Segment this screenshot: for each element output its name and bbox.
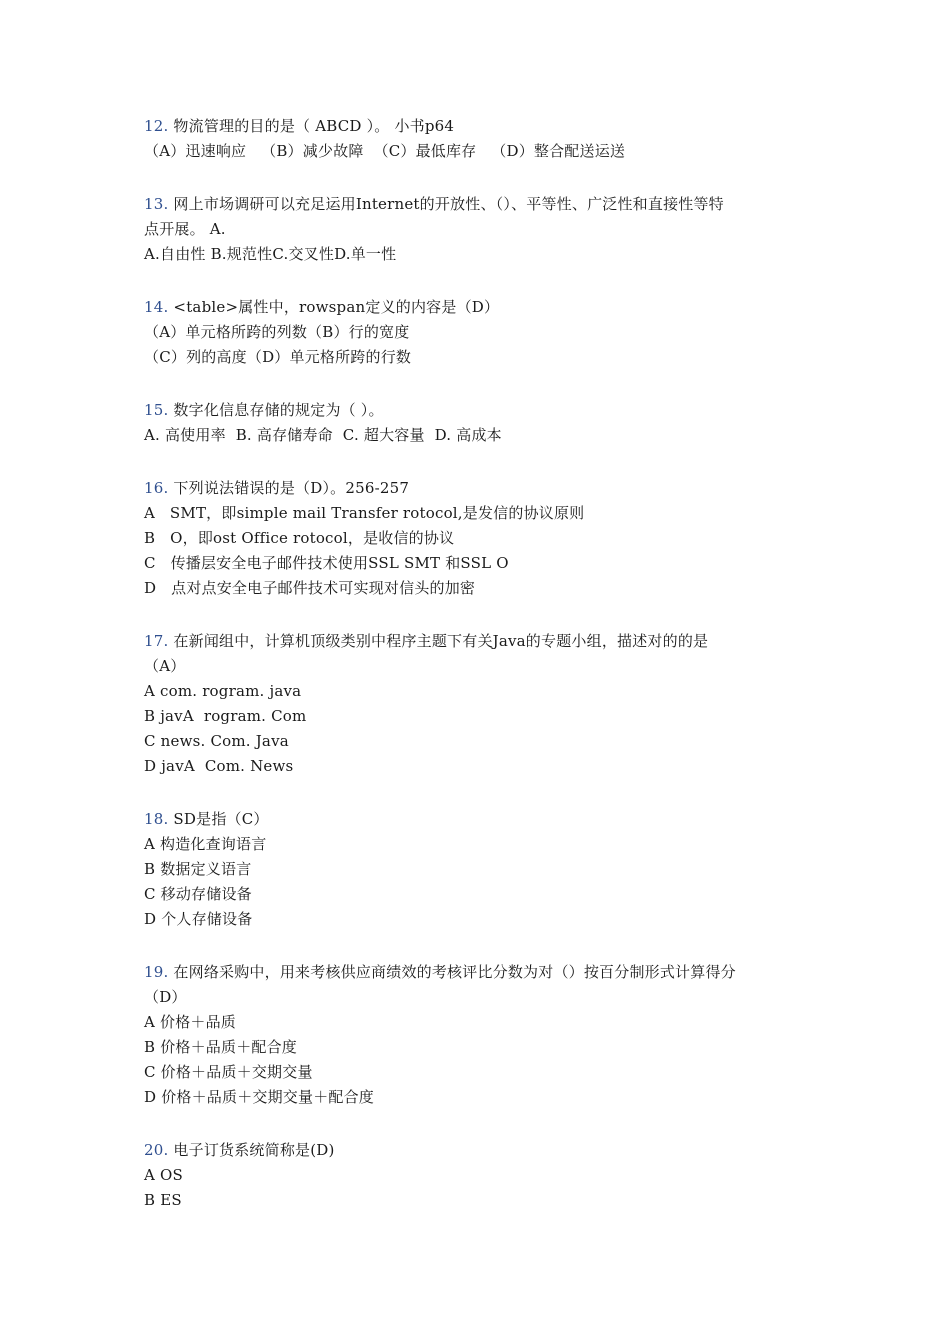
answer-options: （A）迅速响应 （B）减少故障 （C）最低库存 （D）整合配送运送 xyxy=(144,142,626,160)
answer-option: C 传播层安全电子邮件技术使用SSL SMT 和SSL O xyxy=(144,554,509,572)
question-number: 15. xyxy=(144,401,169,419)
question-12 xyxy=(144,114,824,164)
question-text: <table>属性中，rowspan定义的内容是（D） xyxy=(168,298,500,316)
question-text: 网上市场调研可以充足运用Internet的开放性、（）、平等性、广泛性和直接性等特 xyxy=(168,195,724,213)
question-number: 13. xyxy=(144,195,169,213)
question-answer: （A） xyxy=(144,657,186,675)
answer-option: D 个人存储设备 xyxy=(144,910,253,928)
answer-option: D 点对点安全电子邮件技术可实现对信头的加密 xyxy=(144,579,476,597)
question-stem xyxy=(144,114,824,139)
answer-options: A. 高使用率 B. 高存储寿命 C. 超大容量 D. 高成本 xyxy=(144,426,502,444)
question-number: 14. xyxy=(144,298,169,316)
question-stem xyxy=(144,398,824,423)
question-text: 下列说法错误的是（D）。256-257 xyxy=(168,479,410,497)
answer-option: C news. Com. Java xyxy=(144,732,289,750)
answer-options: A.自由性 B.规范性C.交叉性D.单一性 xyxy=(144,245,397,263)
question-15 xyxy=(144,398,824,448)
question-text-continued: 点开展。 A. xyxy=(144,220,226,238)
answer-option: A OS xyxy=(144,1166,183,1184)
answer-option: A 构造化查询语言 xyxy=(144,835,267,853)
answer-option: C 价格＋品质＋交期交量 xyxy=(144,1063,313,1081)
question-number: 17. xyxy=(144,632,169,650)
question-stem xyxy=(144,1138,824,1163)
question-text: SD是指（C） xyxy=(168,810,269,828)
answer-option: B O，即ost Office rotocol，是收信的协议 xyxy=(144,529,455,547)
question-number: 20. xyxy=(144,1141,169,1159)
document-page xyxy=(144,114,824,1241)
question-text: 数字化信息存储的规定为（ ）。 xyxy=(168,401,384,419)
question-13 xyxy=(144,192,824,267)
question-answer: （D） xyxy=(144,988,187,1006)
answer-option: D javA Com. News xyxy=(144,757,294,775)
question-number: 18. xyxy=(144,810,169,828)
answer-option: B ES xyxy=(144,1191,182,1209)
question-17 xyxy=(144,629,824,779)
question-stem xyxy=(144,295,824,320)
question-stem xyxy=(144,192,824,217)
question-stem xyxy=(144,807,824,832)
answer-option: B 数据定义语言 xyxy=(144,860,252,878)
question-number: 19. xyxy=(144,963,169,981)
answer-option: A com. rogram. java xyxy=(144,682,302,700)
answer-option: C 移动存储设备 xyxy=(144,885,252,903)
question-number: 12. xyxy=(144,117,169,135)
answer-options: （A）单元格所跨的列数（B）行的宽度 xyxy=(144,323,410,341)
question-20 xyxy=(144,1138,824,1213)
answer-option: A 价格＋品质 xyxy=(144,1013,237,1031)
question-text: 在网络采购中，用来考核供应商绩效的考核评比分数为对（）按百分制形式计算得分 xyxy=(168,963,736,981)
question-text: 在新闻组中，计算机顶级类别中程序主题下有关Java的专题小组，描述对的的是 xyxy=(168,632,709,650)
question-16 xyxy=(144,476,824,601)
answer-option: B javA rogram. Com xyxy=(144,707,307,725)
question-number: 16. xyxy=(144,479,169,497)
question-14 xyxy=(144,295,824,370)
answer-options: （C）列的高度（D）单元格所跨的行数 xyxy=(144,348,412,366)
question-stem xyxy=(144,629,824,654)
answer-option: A SMT，即simple mail Transfer rotocol,是发信的协议原则 xyxy=(144,504,585,522)
question-stem xyxy=(144,476,824,501)
question-text: 物流管理的目的是（ ABCD ）。 小书p64 xyxy=(168,117,455,135)
answer-option: D 价格＋品质＋交期交量＋配合度 xyxy=(144,1088,374,1106)
question-18 xyxy=(144,807,824,932)
answer-option: B 价格＋品质＋配合度 xyxy=(144,1038,297,1056)
question-19 xyxy=(144,960,824,1110)
question-stem xyxy=(144,960,824,985)
question-text: 电子订货系统简称是(D) xyxy=(168,1141,335,1159)
